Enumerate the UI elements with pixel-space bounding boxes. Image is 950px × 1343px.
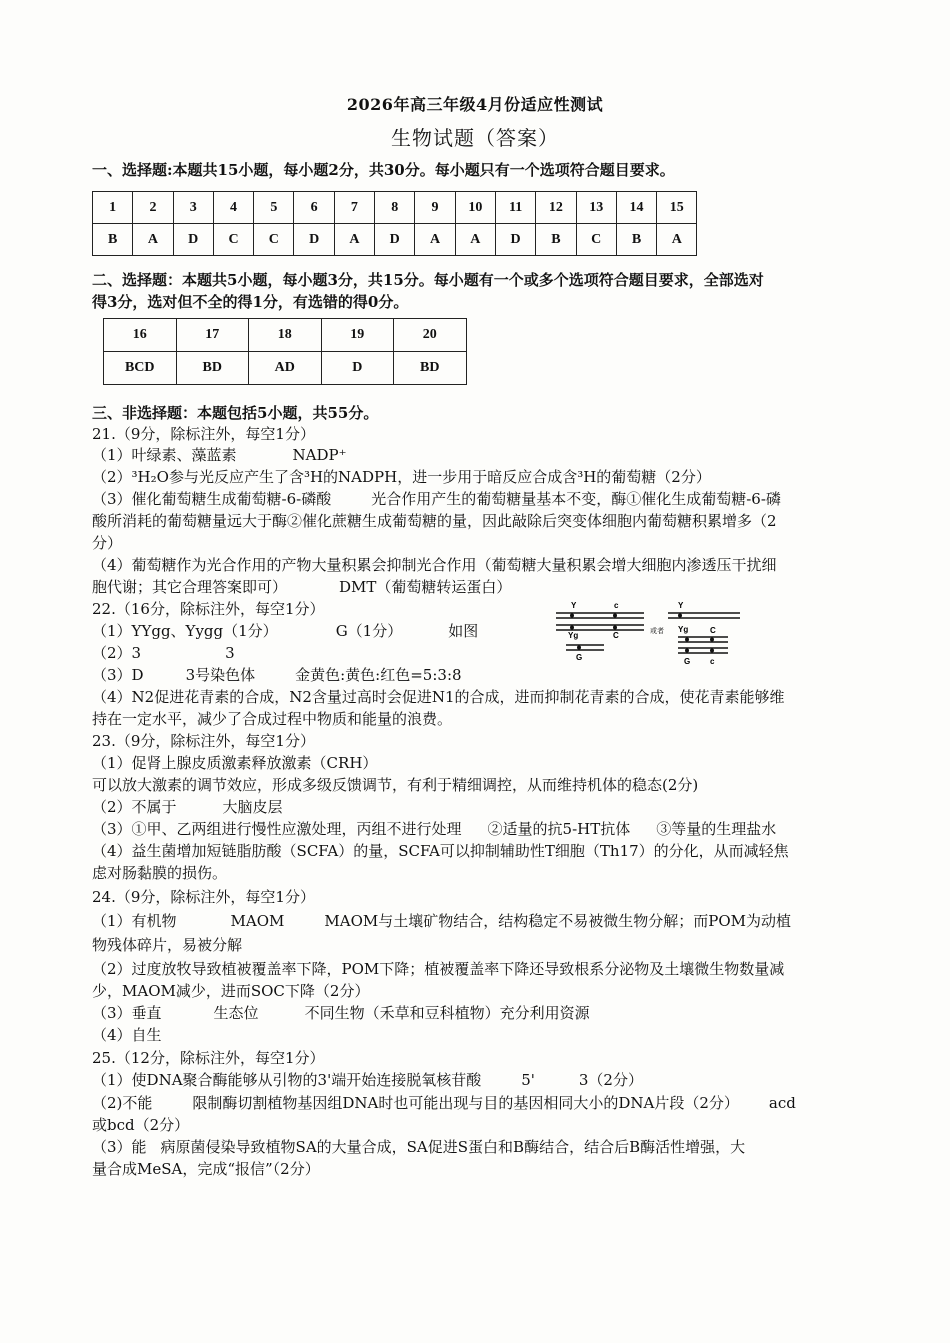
question-number-cell: 14 [616,192,656,224]
question-number-cell: 9 [415,192,455,224]
q23-a3: （3）①甲、乙两组进行慢性应激处理，丙组不进行处理 [92,820,462,838]
label-right-bot-2: c [710,657,715,666]
answer-cell: BD [176,352,249,385]
label-left-mid-2: C [613,631,619,640]
q23-answer-4-line1: （4）益生菌增加短链脂肪酸（SCFA）的量，SCFA可以抑制辅助性T细胞（Th17）的分化，从而减轻焦 [92,842,789,860]
section1-answer-table [92,191,697,256]
q23-a2b: 大脑皮层 [222,798,283,816]
q24-answer-2-line1: （2）过度放牧导致植被覆盖率下降，POM下降；植被覆盖率下降还导致根系分泌物及土壤微生物数量减 [92,960,785,978]
q25-a1c: 3（2分） [578,1071,643,1089]
q23-head: 23.（9分，除标注外，每空1分） [92,732,315,750]
q23-a2: （2）不属于 [92,798,177,816]
q22-answer-1 [92,621,478,641]
q25-a3-1b: 病原菌侵染导致植物SA的大量合成，SA促进S蛋白和B酶结合，结合后B酶活性增强，大 [160,1138,746,1156]
q21-a3-1b: 光合作用产生的葡萄糖量基本不变，酶①催化生成葡萄糖-6-磷 [371,490,781,508]
q22-answer-4-line2: 持在一定水平，减少了合成过程中物质和能量的浪费。 [92,710,453,728]
q24-a3c: 不同生物（禾草和豆科植物）充分利用资源 [304,1004,590,1022]
label-left-bot-1: G [576,653,583,662]
q25-a2c: acd [768,1094,796,1112]
q23-answer-4-line2: 虑对肠黏膜的损伤。 [92,864,228,882]
gene-locus-dot [577,646,581,650]
question-number-cell: 4 [213,192,253,224]
gene-locus-dot [685,638,689,642]
q25-a2: （2)不能 [92,1094,153,1112]
answer-cell: AD [249,352,322,385]
question-number-cell: 16 [104,319,177,352]
question-number-cell: 13 [576,192,616,224]
q22-a1b: G（1分） [335,622,403,640]
diagram-left-group [556,601,644,662]
q21-a4-2b: DMT（葡萄糖转运蛋白） [339,578,512,596]
q24-answer-4: （4）自生 [92,1026,162,1044]
q24-a3b: 生态位 [213,1004,259,1022]
question-number-cell: 12 [536,192,576,224]
answer-cell: B [93,224,133,256]
section1-heading: 一、选择题:本题共15小题，每小题2分，共30分。每小题只有一个选项符合题目要求。 [92,161,675,179]
or-label: 或者 [650,628,664,635]
q25-a1b: 5' [521,1071,535,1089]
question-number-cell: 18 [249,319,322,352]
answer-cell: D [375,224,415,256]
q25-a3-1: （3）能 [92,1138,147,1156]
q21-answer-3-line3: 分） [92,534,123,552]
page-subtitle: 生物试题（答案） [391,126,559,150]
label-left-mid-1: Yg [568,631,579,640]
q24-answer-2-line2: 少，MAOM减少，进而SOC下降（2分） [92,982,370,1000]
question-number-cell: 15 [657,192,697,224]
question-number-cell: 17 [176,319,249,352]
answer-cell: C [576,224,616,256]
section2-heading-line2: 得3分，选对但不全的得1分，有选错的得0分。 [92,293,409,311]
answer-cell: B [616,224,656,256]
q22-a3b: 3号染色体 [185,666,256,684]
q25-a2b: 限制酶切割植物基因组DNA时也可能出现与目的基因相同大小的DNA片段（2分） [192,1094,739,1112]
section3-heading: 三、非选择题：本题包括5小题，共55分。 [92,404,379,422]
answer-cell: BCD [104,352,177,385]
answer-cell: A [334,224,374,256]
q24-head: 24.（9分，除标注外，每空1分） [92,888,315,906]
q24-a1c: MAOM与土壤矿物结合，结构稳定不易被微生物分解；而POM为动植 [324,912,792,930]
label-right-mid-2: C [710,626,716,635]
answer-cell: D [321,352,394,385]
question-number-cell: 19 [321,319,394,352]
gene-locus-dot [613,626,617,630]
answer-cell: A [455,224,495,256]
gene-locus-dot [613,614,617,618]
q22-a2b: 3 [225,644,235,662]
q25-head: 25.（12分，除标注外，每空1分） [92,1049,325,1067]
q23-answer-1: （1）促肾上腺皮质激素释放激素（CRH） [92,754,378,772]
page-title: 2026年高三年级4月份适应性测试 [346,95,604,114]
q25-answer-2-line2: 或bcd（2分） [92,1116,190,1134]
q21-answer-4-line2 [92,577,511,597]
q23-a3b: ②适量的抗5-HT抗体 [487,820,631,838]
q23-a3c: ③等量的生理盐水 [656,820,777,838]
q22-head: 22.（16分，除标注外，每空1分） [92,600,325,618]
gene-locus-dot [685,649,689,653]
q22-a1: （1）YYgg、Yygg（1分） [92,622,278,640]
q22-answer-3 [92,665,462,685]
q21-answer-3-line2: 酸所消耗的葡萄糖量远大于酶②催化蔗糖生成葡萄糖的量，因此敲除后突变体细胞内葡萄糖积累增多（2 [92,512,777,530]
label-right-bot-1: G [684,657,691,666]
q22-a2: （2）3 [92,644,142,662]
answer-cell: A [133,224,173,256]
diagram-right-group [668,601,740,666]
q25-answer-2 [92,1093,796,1113]
q21-head: 21.（9分，除标注外，每空1分） [92,425,315,443]
gene-chromosome-diagram [552,600,752,672]
q25-a1: （1）使DNA聚合酶能够从引物的3'端开始连接脱氧核苷酸 [92,1071,482,1089]
gene-locus-dot [570,626,574,630]
q25-answer-1 [92,1070,643,1090]
question-number-cell: 10 [455,192,495,224]
question-number-cell: 2 [133,192,173,224]
section2-heading-line1: 二、选择题：本题共5小题，每小题3分，共15分。每小题有一个或多个选项符合题目要求，全部选对 [92,271,764,289]
q25-answer-3-line2: 量合成MeSA，完成“报信”（2分） [92,1160,320,1178]
label-left-top-1: Y [571,601,577,610]
q21-answer-3 [92,489,781,509]
q24-a3: （3）垂直 [92,1004,162,1022]
answer-cell: A [657,224,697,256]
section2-answer-table [103,318,467,385]
q22-answer-4-line1: （4）N2促进花青素的合成，N2含量过高时会促进N1的合成，进而抑制花青素的合成，使花青素能够维 [92,688,785,706]
question-number-cell: 8 [375,192,415,224]
q21-a1b: NADP⁺ [292,446,347,464]
q21-answer-1 [92,445,347,465]
gene-locus-dot [710,638,714,642]
answer-cell: A [415,224,455,256]
question-number-cell: 11 [495,192,535,224]
q22-a1c: 如图 [448,622,479,640]
q21-answer-4-line1: （4）葡萄糖作为光合作用的产物大量积累会抑制光合作用（葡萄糖大量积累会增大细胞内渗透压干扰细 [92,556,777,574]
q21-a3-1: （3）催化葡萄糖生成葡萄糖-6-磷酸 [92,490,332,508]
q24-a1b: MAOM [230,912,285,930]
question-number-cell: 20 [394,319,467,352]
q24-a1: （1）有机物 [92,912,177,930]
q22-a3: （3）D [92,666,144,684]
question-number-cell: 5 [254,192,294,224]
answer-cell: B [536,224,576,256]
answer-cell: D [495,224,535,256]
q21-a4-2: 胞代谢；其它合理答案即可） [92,578,288,596]
q21-a1: （1）叶绿素、藻蓝素 [92,446,237,464]
q23-answer-2 [92,797,283,817]
gene-locus-dot [570,614,574,618]
q22-answer-2 [92,643,235,663]
gene-locus-dot [678,614,682,618]
q21-answer-2: （2）³H₂O参与光反应产生了含³H的NADPH，进一步用于暗反应合成含³H的葡萄糖（2分） [92,468,711,486]
q24-answer-1-line2: 物残体碎片，易被分解 [92,936,243,954]
label-left-top-2: c [614,601,619,610]
gene-locus-dot [710,649,714,653]
question-number-cell: 3 [173,192,213,224]
question-number-cell: 7 [334,192,374,224]
answer-cell: BD [394,352,467,385]
answer-cell: D [173,224,213,256]
label-right-mid-1: Yg [678,625,689,634]
label-right-top-1: Y [678,601,684,610]
q25-answer-3-line1 [92,1137,745,1157]
answer-cell: C [254,224,294,256]
answer-cell: C [213,224,253,256]
q24-answer-3 [92,1003,590,1023]
question-number-cell: 6 [294,192,334,224]
q23-answer-1b: 可以放大激素的调节效应，形成多级反馈调节，有利于精细调控，从而维持机体的稳态(2分) [92,776,699,794]
answer-cell: D [294,224,334,256]
q22-a3c: 金黄色:黄色:红色=5:3:8 [295,666,462,684]
q24-answer-1 [92,911,791,931]
question-number-cell: 1 [93,192,133,224]
q23-answer-3 [92,819,776,839]
